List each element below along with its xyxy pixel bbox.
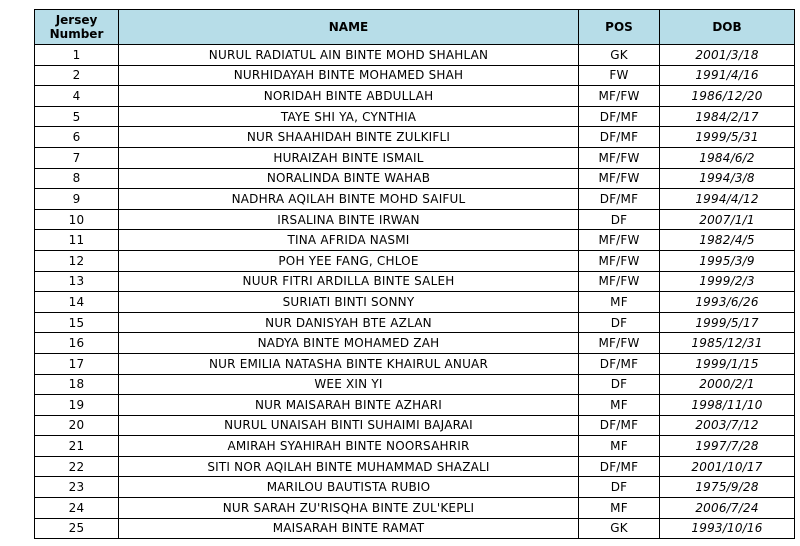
table-header (35, 10, 795, 45)
table-row (35, 230, 795, 251)
jersey-number-cell: 15 (35, 312, 119, 333)
position-cell: MF/FW (579, 271, 660, 292)
player-name-cell: NUR MAISARAH BINTE AZHARI (119, 395, 579, 416)
player-name-cell: NORIDAH BINTE ABDULLAH (119, 86, 579, 107)
position-cell: FW (579, 65, 660, 86)
table-row (35, 498, 795, 519)
dob-cell: 1982/4/5 (660, 230, 795, 251)
jersey-number-cell: 23 (35, 477, 119, 498)
player-name-cell: TAYE SHI YA, CYNTHIA (119, 106, 579, 127)
position-cell: DF/MF (579, 456, 660, 477)
dob-cell: 2003/7/12 (660, 415, 795, 436)
jersey-number-cell: 16 (35, 333, 119, 354)
dob-cell: 1997/7/28 (660, 436, 795, 457)
jersey-number-cell: 21 (35, 436, 119, 457)
jersey-number-cell: 19 (35, 395, 119, 416)
position-cell: MF (579, 498, 660, 519)
jersey-number-cell: 13 (35, 271, 119, 292)
position-cell: MF (579, 292, 660, 313)
player-name-cell: NUR DANISYAH BTE AZLAN (119, 312, 579, 333)
position-cell: MF (579, 436, 660, 457)
player-name-cell: NURUL RADIATUL AIN BINTE MOHD SHAHLAN (119, 45, 579, 66)
jersey-number-cell: 1 (35, 45, 119, 66)
table-row (35, 250, 795, 271)
table-row (35, 436, 795, 457)
position-cell: MF (579, 395, 660, 416)
player-name-cell: NUUR FITRI ARDILLA BINTE SALEH (119, 271, 579, 292)
header-pos: POS (579, 10, 660, 45)
table-row (35, 106, 795, 127)
jersey-number-cell: 6 (35, 127, 119, 148)
table-row (35, 333, 795, 354)
header-jersey-number: Jersey Number (35, 10, 119, 45)
jersey-number-cell: 11 (35, 230, 119, 251)
player-name-cell: NURUL UNAISAH BINTI SUHAIMI BAJARAI (119, 415, 579, 436)
dob-cell: 1993/10/16 (660, 518, 795, 539)
dob-cell: 1999/5/17 (660, 312, 795, 333)
player-name-cell: NUR SHAAHIDAH BINTE ZULKIFLI (119, 127, 579, 148)
player-name-cell: NORALINDA BINTE WAHAB (119, 168, 579, 189)
player-name-cell: POH YEE FANG, CHLOE (119, 250, 579, 271)
dob-cell: 1994/3/8 (660, 168, 795, 189)
position-cell: DF/MF (579, 353, 660, 374)
table-row (35, 415, 795, 436)
jersey-number-cell: 14 (35, 292, 119, 313)
table-row (35, 312, 795, 333)
table-row (35, 374, 795, 395)
dob-cell: 1999/1/15 (660, 353, 795, 374)
player-name-cell: MAISARAH BINTE RAMAT (119, 518, 579, 539)
position-cell: DF (579, 209, 660, 230)
table-row (35, 147, 795, 168)
table-row (35, 189, 795, 210)
player-name-cell: HURAIZAH BINTE ISMAIL (119, 147, 579, 168)
player-name-cell: TINA AFRIDA NASMI (119, 230, 579, 251)
position-cell: DF/MF (579, 127, 660, 148)
player-name-cell: NADHRA AQILAH BINTE MOHD SAIFUL (119, 189, 579, 210)
position-cell: MF/FW (579, 250, 660, 271)
dob-cell: 1985/12/31 (660, 333, 795, 354)
table-row (35, 168, 795, 189)
position-cell: DF/MF (579, 189, 660, 210)
position-cell: MF/FW (579, 230, 660, 251)
table-row (35, 271, 795, 292)
player-name-cell: NURHIDAYAH BINTE MOHAMED SHAH (119, 65, 579, 86)
dob-cell: 1995/3/9 (660, 250, 795, 271)
position-cell: GK (579, 518, 660, 539)
table-row (35, 86, 795, 107)
table-row (35, 395, 795, 416)
table-row (35, 456, 795, 477)
dob-cell: 1993/6/26 (660, 292, 795, 313)
position-cell: MF/FW (579, 333, 660, 354)
dob-cell: 2006/7/24 (660, 498, 795, 519)
player-name-cell: SURIATI BINTI SONNY (119, 292, 579, 313)
dob-cell: 1986/12/20 (660, 86, 795, 107)
jersey-number-cell: 24 (35, 498, 119, 519)
player-name-cell: SITI NOR AQILAH BINTE MUHAMMAD SHAZALI (119, 456, 579, 477)
player-name-cell: IRSALINA BINTE IRWAN (119, 209, 579, 230)
dob-cell: 1984/6/2 (660, 147, 795, 168)
player-name-cell: NADYA BINTE MOHAMED ZAH (119, 333, 579, 354)
roster-table (34, 9, 795, 539)
dob-cell: 1999/5/31 (660, 127, 795, 148)
table-row (35, 292, 795, 313)
position-cell: DF (579, 374, 660, 395)
header-name: NAME (119, 10, 579, 45)
jersey-number-cell: 9 (35, 189, 119, 210)
dob-cell: 2001/10/17 (660, 456, 795, 477)
header-row (35, 10, 795, 45)
table-row (35, 65, 795, 86)
dob-cell: 1975/9/28 (660, 477, 795, 498)
jersey-number-cell: 20 (35, 415, 119, 436)
position-cell: DF/MF (579, 106, 660, 127)
position-cell: DF (579, 312, 660, 333)
jersey-number-cell: 25 (35, 518, 119, 539)
jersey-number-cell: 22 (35, 456, 119, 477)
header-dob: DOB (660, 10, 795, 45)
dob-cell: 2000/2/1 (660, 374, 795, 395)
player-name-cell: NUR EMILIA NATASHA BINTE KHAIRUL ANUAR (119, 353, 579, 374)
jersey-number-cell: 7 (35, 147, 119, 168)
position-cell: MF/FW (579, 147, 660, 168)
jersey-number-cell: 12 (35, 250, 119, 271)
dob-cell: 2007/1/1 (660, 209, 795, 230)
table-row (35, 127, 795, 148)
jersey-number-cell: 17 (35, 353, 119, 374)
player-name-cell: NUR SARAH ZU'RISQHA BINTE ZUL'KEPLI (119, 498, 579, 519)
position-cell: DF/MF (579, 415, 660, 436)
position-cell: GK (579, 45, 660, 66)
table-row (35, 477, 795, 498)
jersey-number-cell: 10 (35, 209, 119, 230)
table-row (35, 209, 795, 230)
table-body (35, 45, 795, 539)
table-row (35, 45, 795, 66)
player-name-cell: WEE XIN YI (119, 374, 579, 395)
table-row (35, 518, 795, 539)
dob-cell: 1999/2/3 (660, 271, 795, 292)
position-cell: DF (579, 477, 660, 498)
position-cell: MF/FW (579, 168, 660, 189)
jersey-number-cell: 5 (35, 106, 119, 127)
jersey-number-cell: 4 (35, 86, 119, 107)
position-cell: MF/FW (579, 86, 660, 107)
jersey-number-cell: 18 (35, 374, 119, 395)
dob-cell: 1991/4/16 (660, 65, 795, 86)
dob-cell: 1994/4/12 (660, 189, 795, 210)
dob-cell: 1998/11/10 (660, 395, 795, 416)
jersey-number-cell: 8 (35, 168, 119, 189)
player-name-cell: AMIRAH SYAHIRAH BINTE NOORSAHRIR (119, 436, 579, 457)
jersey-number-cell: 2 (35, 65, 119, 86)
player-name-cell: MARILOU BAUTISTA RUBIO (119, 477, 579, 498)
dob-cell: 2001/3/18 (660, 45, 795, 66)
table-row (35, 353, 795, 374)
dob-cell: 1984/2/17 (660, 106, 795, 127)
